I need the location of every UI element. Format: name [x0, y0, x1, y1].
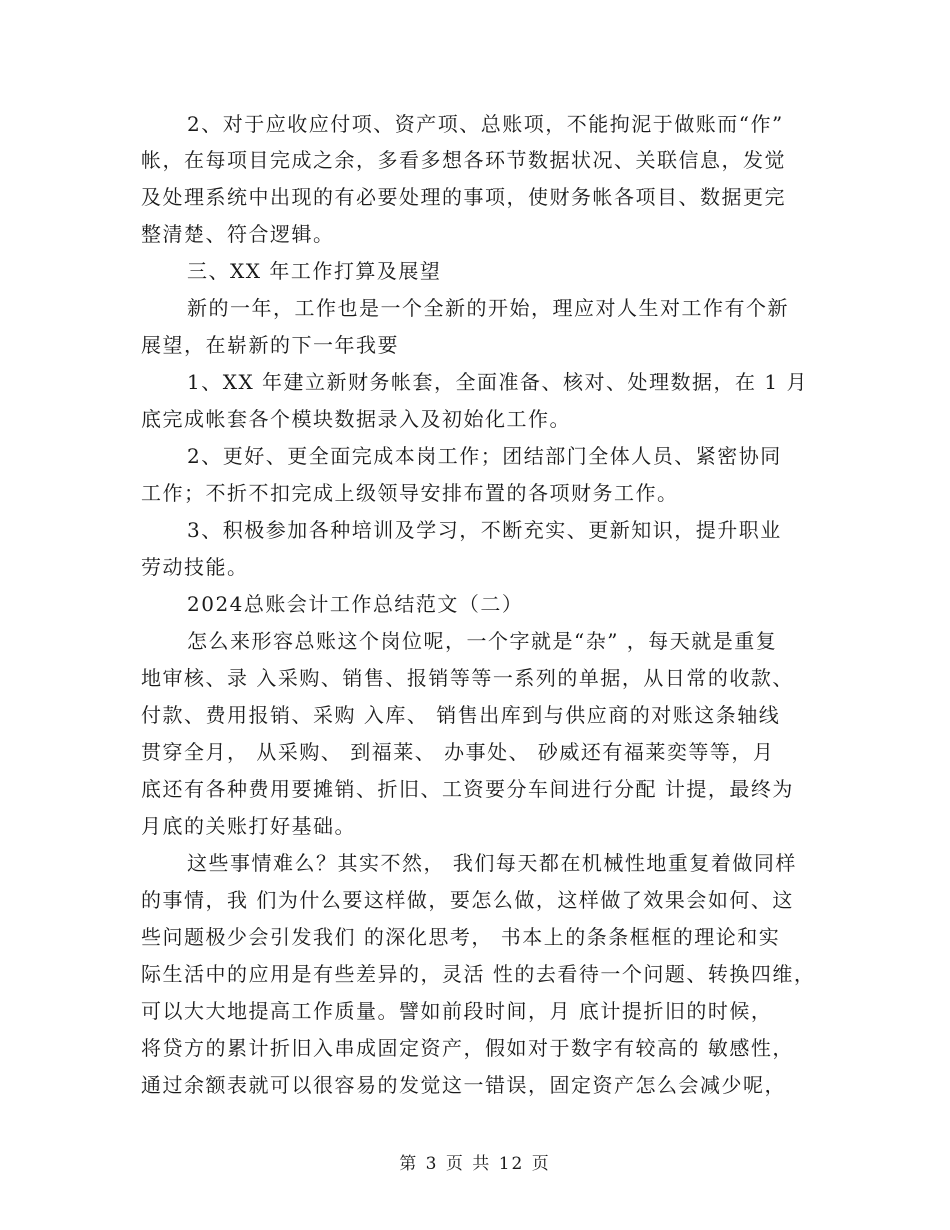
- paragraph-line: 的事情，我 们为什么要这样做，要怎么做，这样做了效果会如何、这: [141, 888, 794, 912]
- paragraph-line: 地审核、录 入采购、销售、报销等等一系列的单据，从日常的收款、: [141, 666, 794, 690]
- document-title: 2024总账会计工作总结范文（二）: [187, 592, 524, 616]
- paragraph-line: 2、对于应收应付项、资产项、总账项，不能拘泥于做账而“作”: [187, 112, 784, 136]
- paragraph-line: 3、积极参加各种培训及学习，不断充实、更新知识，提升职业: [187, 518, 782, 542]
- paragraph-line: 新的一年，工作也是一个全新的开始，理应对人生对工作有个新: [187, 296, 789, 320]
- paragraph-line: 底完成帐套各个模块数据录入及初始化工作。: [141, 407, 571, 431]
- paragraph-line: 这些事情难么？其实不然， 我们每天都在机械性地重复着做同样: [187, 851, 797, 875]
- paragraph-line: 底还有各种费用要摊销、折旧、工资要分车间进行分配 计提，最终为: [141, 777, 794, 801]
- paragraph-line: 整清楚、符合逻辑。: [141, 222, 335, 246]
- paragraph-line: 1、XX 年建立新财务帐套，全面准备、核对、处理数据，在 1 月: [187, 370, 808, 394]
- paragraph-line: 贯穿全月， 从采购、 到福莱、 办事处、 砂威还有福莱奕等等，月: [141, 740, 775, 764]
- paragraph-line: 及处理系统中出现的有必要处理的事项，使财务帐各项目、数据更完: [141, 185, 786, 209]
- paragraph-line: 些问题极少会引发我们 的深化思考， 书本上的条条框框的理论和实: [141, 925, 781, 949]
- paragraph-line: 怎么来形容总账这个岗位呢，一个字就是“杂” ，每天就是重复: [187, 629, 778, 653]
- paragraph-line: 可以大大地提高工作质量。譬如前段时间，月 底计提折旧的时候，: [141, 999, 773, 1023]
- paragraph-line: 帐，在每项目完成之余，多看多想各环节数据状况、关联信息，发觉: [141, 148, 786, 172]
- paragraph-line: 月底的关账打好基础。: [141, 814, 356, 838]
- paragraph-line: 展望，在崭新的下一年我要: [141, 333, 399, 357]
- paragraph-line: 通过余额表就可以很容易的发觉这一错误，固定资产怎么会减少呢，: [141, 1073, 786, 1097]
- paragraph-line: 付款、费用报销、采购 入库、 销售出库到与供应商的对账这条轴线: [141, 703, 781, 727]
- paragraph-line: 将贷方的累计折旧入串成固定资产，假如对于数字有较高的 敏感性，: [141, 1036, 794, 1060]
- page-number-footer: 第 3 页 共 12 页: [399, 1154, 551, 1174]
- paragraph-line: 工作；不折不扣完成上级领导安排布置的各项财务工作。: [141, 481, 679, 505]
- paragraph-line: 际生活中的应用是有些差异的，灵活 性的去看待一个问题、转换四维，: [141, 962, 816, 986]
- section-heading: 三、XX 年工作打算及展望: [187, 259, 442, 283]
- paragraph-line: 劳动技能。: [141, 555, 249, 579]
- paragraph-line: 2、更好、更全面完成本岗工作；团结部门全体人员、紧密协同: [187, 444, 782, 468]
